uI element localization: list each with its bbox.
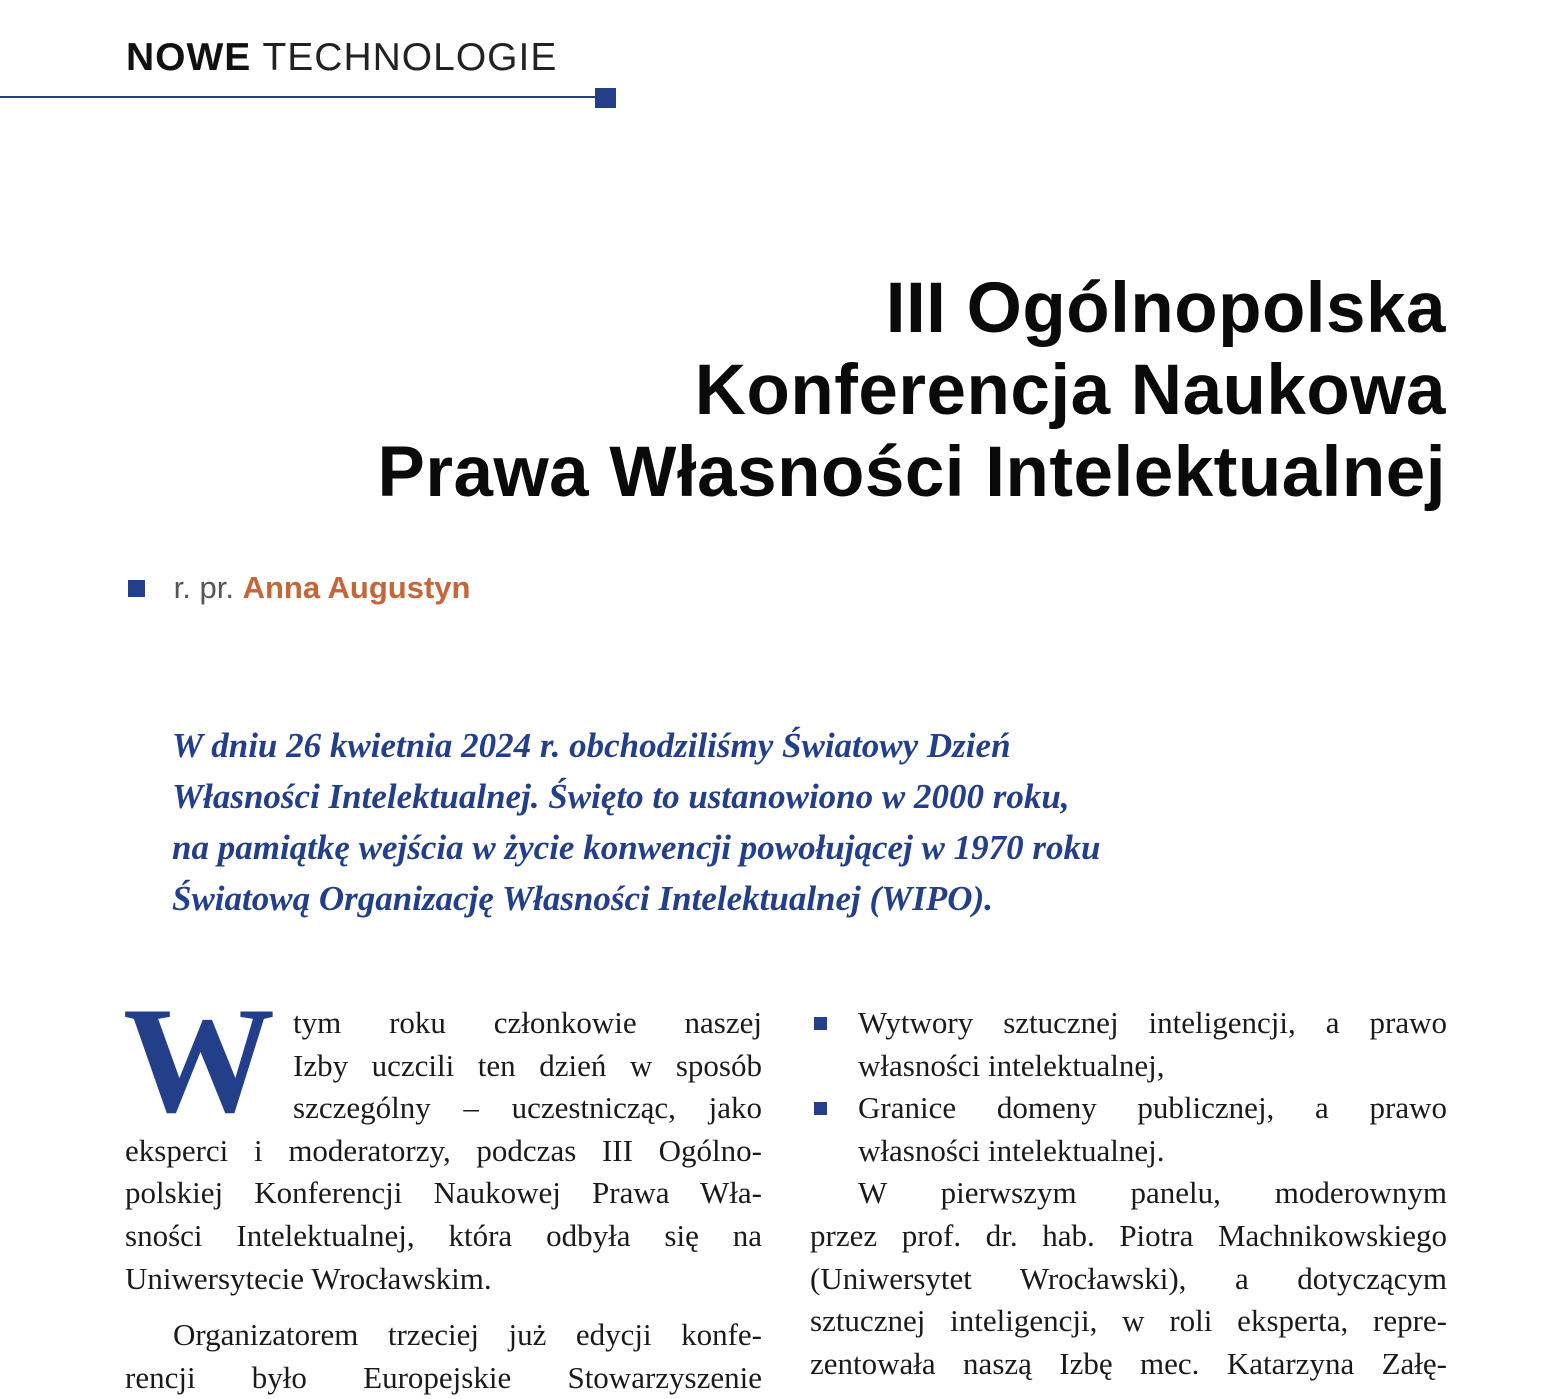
section-label-light: TECHNOLOGIE (262, 36, 558, 79)
header-square-marker (595, 88, 616, 108)
section-label-bold: NOWE (126, 36, 252, 79)
list-item (810, 1087, 1447, 1172)
text-line: Organizatorem trzeciej już edycji konfe- (173, 1317, 762, 1353)
text-line: Uniwersytecie Wrocławskim. (125, 1260, 492, 1296)
header-rule (0, 96, 598, 98)
text-line: polskiej Konferencji Naukowej Prawa Wła- (125, 1175, 762, 1211)
text-line: sztucznej inteligencji, w roli eksperta, repre- (810, 1303, 1447, 1339)
text-line: rencji było Europejskie Stowarzyszenie (125, 1359, 762, 1395)
text-line: (Uniwersytet Wrocławski), a dotyczącym (810, 1260, 1447, 1296)
text-line: Izby uczcili ten dzień w sposób (293, 1047, 762, 1083)
lead-line: Własności Intelektualnej. Święto to ustanowiono w 2000 roku, (172, 777, 1070, 816)
author-byline (128, 568, 470, 608)
text-line: własności intelektualnej, (858, 1047, 1165, 1083)
author-prefix: r. pr. (173, 570, 234, 605)
text-line: Wytwory sztucznej inteligencji, a prawo (858, 1005, 1447, 1040)
text-line: przez prof. dr. hab. Piotra Machnikowskiego (810, 1217, 1447, 1253)
text-line: własności intelektualnej. (858, 1132, 1165, 1168)
text-line: tym roku członkowie naszej (293, 1005, 762, 1040)
lead-line: Światową Organizację Własności Intelektualnej (WIPO). (172, 879, 993, 918)
article-title (146, 268, 1446, 514)
paragraph-gap (125, 1300, 762, 1314)
text-line: szczególny – uczestnicząc, jako (293, 1090, 762, 1126)
text-line: zentowała naszą Izbę mec. Katarzyna Załę- (810, 1345, 1447, 1381)
article-lead (172, 720, 1292, 924)
square-bullet-icon (814, 1017, 827, 1030)
text-line: W pierwszym panelu, moderownym (858, 1175, 1447, 1211)
lead-line: W dniu 26 kwietnia 2024 r. obchodziliśmy Światowy Dzień (172, 726, 1011, 765)
list-item (810, 1002, 1447, 1087)
section-label (126, 34, 557, 82)
left-column (123, 976, 762, 1399)
panel-paragraph (810, 1172, 1447, 1385)
text-line: eksperci i moderatorzy, podczas III Ogólno- (125, 1132, 762, 1168)
text-line: sności Intelektualnej, która odbyła się na (125, 1217, 762, 1253)
square-bullet-icon (128, 580, 145, 597)
title-line: III Ogólnopolska (885, 269, 1446, 348)
drop-cap: W (123, 976, 275, 1144)
second-paragraph (125, 1314, 762, 1399)
lead-line: na pamiątkę wejścia w życie konwencji powołującej w 1970 roku (172, 828, 1101, 867)
square-bullet-icon (814, 1102, 827, 1115)
right-column (810, 1002, 1447, 1385)
text-line: Granice domeny publicznej, a prawo (858, 1090, 1447, 1126)
first-paragraph (123, 976, 762, 1300)
author-name: Anna Augustyn (242, 570, 471, 605)
title-line: Prawa Własności Intelektualnej (377, 433, 1446, 512)
title-line: Konferencja Naukowa (694, 351, 1446, 430)
